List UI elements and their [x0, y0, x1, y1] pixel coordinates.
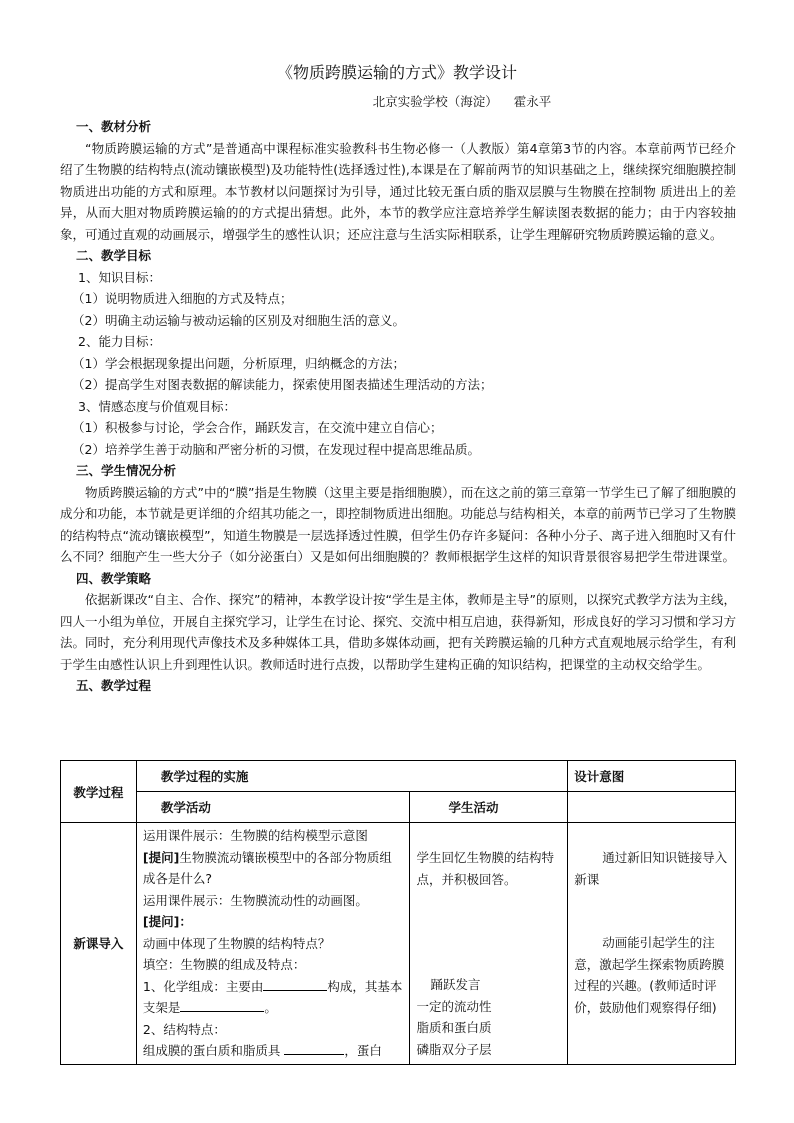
section-heading-5: 五、教学过程 — [76, 678, 152, 693]
teacher-line-5: 动画中体现了生物膜的结构特点？ — [142, 935, 331, 951]
header-teacher-activity: 教学活动 — [136, 792, 410, 823]
goal-emotion: 3、情感态度与价值观目标： — [78, 398, 236, 414]
header-intent: 设计意图 — [568, 761, 736, 792]
student-line-1: 学生回忆生物膜的结构特点，并积极回答。 — [416, 850, 554, 887]
teacher-fill-2: 组成膜的蛋白质和脂质具 ，蛋白 — [142, 1043, 382, 1058]
teacher-activity-cell — [136, 823, 410, 1065]
document-body — [60, 116, 736, 697]
goal-emotion-1: （1）积极参与讨论，学会合作，踊跃发言，在交流中建立自信心； — [72, 420, 443, 435]
intent-line-2: 动画能引起学生的注意，激起学生探索物质跨膜过程的兴趣。(教师适时评价，鼓励他们观察得仔细) — [574, 935, 725, 1015]
teacher-question-2: [提问]： — [142, 914, 192, 929]
student-line-4: 脂质和蛋白质 — [416, 1020, 492, 1035]
row-label-intro: 新课导入 — [61, 823, 137, 1065]
teaching-process-table — [60, 760, 736, 1065]
student-line-3: 一定的流动性 — [416, 998, 492, 1014]
teacher-line-1: 运用课件展示：生物膜的结构模型示意图 — [142, 828, 368, 843]
goal-knowledge-1: （1）说明物质进入细胞的方式及特点； — [72, 291, 293, 306]
teacher-line-3: 运用课件展示：生物膜流动性的动画图。 — [142, 892, 368, 908]
fill-blank — [263, 977, 327, 991]
fill-blank — [284, 1041, 344, 1055]
document-title: 《物质跨膜运输的方式》教学设计 — [276, 63, 517, 82]
fill-blank — [180, 998, 264, 1012]
header-process: 教学过程 — [61, 761, 137, 823]
goal-knowledge: 1、知识目标： — [78, 269, 161, 285]
header-intent-blank — [568, 792, 736, 823]
goal-ability-1: （1）学会根据现象提出问题，分析原理，归纳概念的方法； — [72, 355, 405, 371]
section-heading-4: 四、教学策略 — [76, 570, 152, 586]
section-heading-3: 三、学生情况分析 — [76, 463, 177, 478]
goal-ability: 2、能力目标： — [78, 334, 161, 349]
student-activity-cell — [410, 823, 568, 1065]
teacher-fill-1: 1、化学组成：主要由 构成，其基本支架是 。 — [142, 978, 403, 1015]
header-implementation: 教学过程的实施 — [136, 761, 567, 792]
author-line: 北京实验学校（海淀） 霍永平 — [372, 94, 552, 109]
student-line-2: 踊跃发言 — [430, 977, 481, 992]
teacher-line-6: 填空：生物膜的组成及特点： — [142, 957, 306, 972]
header-student-activity: 学生活动 — [410, 792, 568, 823]
section-heading-2: 二、教学目标 — [76, 248, 152, 263]
goal-knowledge-2: （2）明确主动运输与被动运输的区别及对细胞生活的意义。 — [72, 312, 405, 328]
intent-line-1: 通过新旧知识链接导入新课 — [574, 850, 728, 887]
goal-emotion-2: （2）培养学生善于动脑和严密分析的习惯，在发现过程中提高思维品质。 — [72, 441, 480, 457]
section-heading-1: 一、教材分析 — [76, 119, 152, 134]
teacher-line-8: 2、结构特点： — [142, 1021, 226, 1037]
section-4-paragraph: 依据新课改“自主、合作、探究”的精神，本教学设计按“学生是主体，教师是主导”的原则，以探究式教学方法为主线，四人一小组为单位，开展自主探究学习，让学生在讨论、探究、交流中相互启迪，获得新知，形成良好的学习习惯和学习方法。同时，充分利用现代声像技术及多种媒体工具，借助多媒体动画，把有关跨膜运输的几种方式直观地展示给学生，有利于学生由感性认识上升到理性认识。教师适时进行点拨，以帮助学生建构正确的知识结构，把课堂的主动权交给学生。 — [60, 592, 736, 672]
section-1-paragraph: “物质跨膜运输的方式”是普通高中课程标准实验教科书生物必修一（人教版）第4章第3节的内容。本章前两节已经介绍了生物膜的结构特点(流动镶嵌模型)及功能特性(选择透过性),本课是在了解前两节的知识基础之上，继续探究细胞膜控制物质进出功能的方式和原理。本节教材以问题探讨为引导，通过比较无蛋白质的脂双层膜与生物膜在控制物 质进出上的差异，从而大胆对物质跨膜运输的的方式提出猜想。此外，本节的教学应注意培养学生解读图表数据的能力；由于内容较抽象，可通过直观的动画展示，增强学生的感性认识；还应注意与生活实际相联系，让学生理解研究物质跨膜运输的意义。 — [60, 140, 736, 242]
question-tag: [提问] — [142, 849, 180, 865]
goal-ability-2: （2）提高学生对图表数据的解读能力，探索使用图表描述生理活动的方法； — [72, 377, 493, 392]
question-tag: [提问] — [142, 914, 180, 929]
intent-cell — [568, 823, 736, 1065]
section-3-paragraph: 物质跨膜运输的方式”中的“膜”指是生物膜（这里主要是指细胞膜），而在这之前的第三章第一节学生已了解了细胞膜的成分和功能，本节就是更详细的介绍其功能之一，即控制物质进出细胞。功能总与结构相关，本章的前两节已学习了生物膜的结构特点“流动镶嵌模型”，知道生物膜是一层选择透过性膜，但学生仍存许多疑问：各种小分子、离子进入细胞时又有什么不同？细胞产生一些大分子（如分泌蛋白）又是如何出细胞膜的？教师根据学生这样的知识背景很容易把学生带进课堂。 — [60, 484, 736, 564]
student-line-5: 磷脂双分子层 — [416, 1041, 492, 1057]
teacher-question-1: [提问]生物膜流动镶嵌模型中的各部分物质组成各是什么? — [142, 849, 392, 886]
